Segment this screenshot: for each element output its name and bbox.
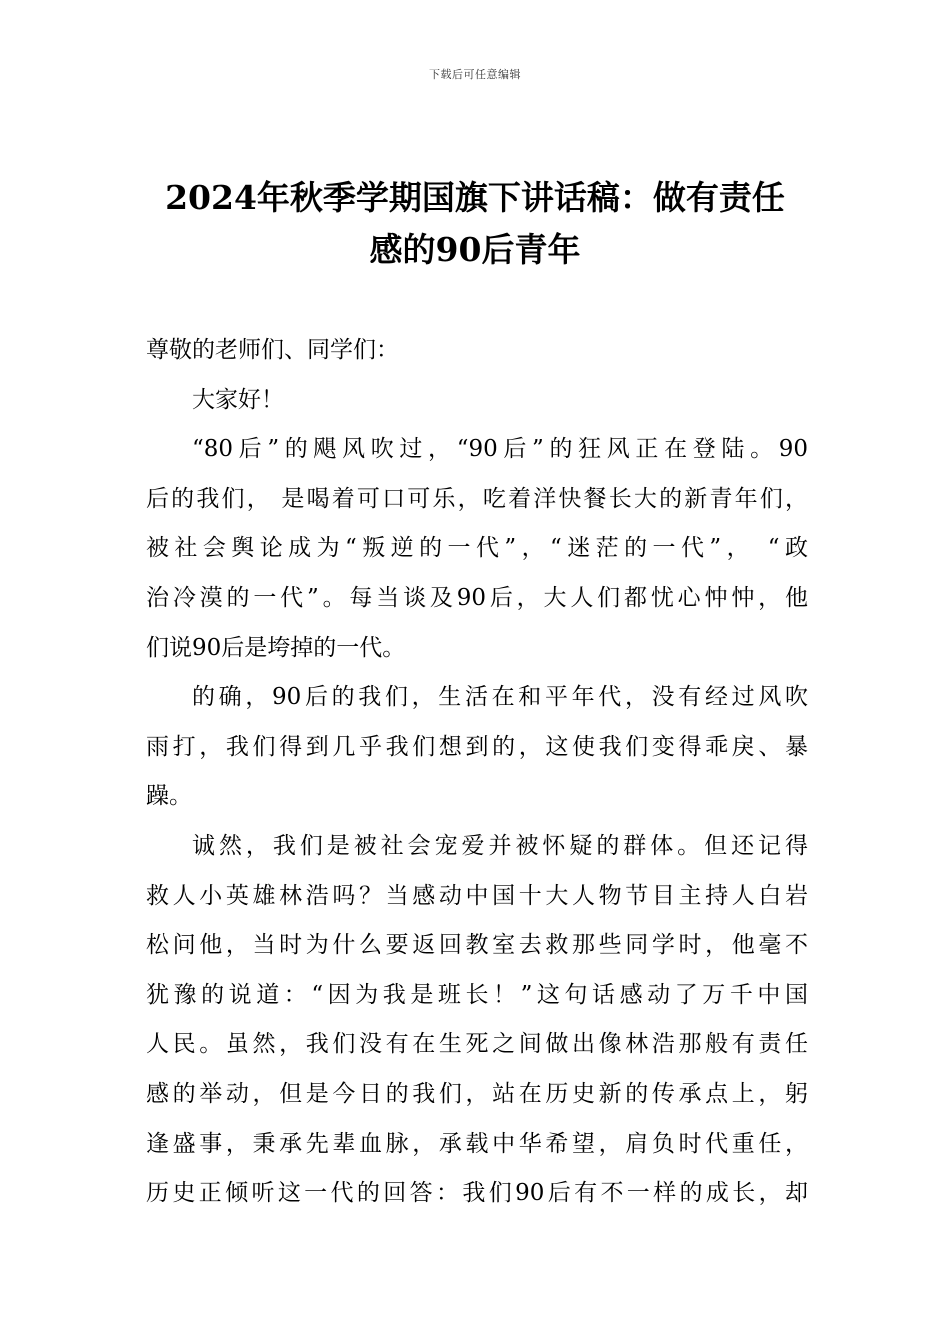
paragraph-3-line: 人民。虽然，我们没有在生死之间做出像林浩那般有责任 bbox=[146, 1031, 808, 1058]
paragraph-3-line: 历史正倾听这一代的回答：我们90后有不一样的成长，却 bbox=[146, 1180, 808, 1207]
paragraph-1-line: “80后”的飓风吹过，“90后”的狂风正在登陆。90 bbox=[192, 436, 808, 463]
paragraph-2-line: 躁。 bbox=[146, 783, 192, 810]
title-line-1: 2024年秋季学期国旗下讲话稿：做有责任 bbox=[165, 178, 785, 217]
header-note: 下载后可任意编辑 bbox=[429, 68, 521, 81]
paragraph-1-line: 被社会舆论成为“叛逆的一代”，“迷茫的一代”， “政 bbox=[146, 535, 808, 562]
paragraph-2-line: 雨打，我们得到几乎我们想到的，这使我们变得乖戾、暴 bbox=[146, 733, 808, 760]
document-title bbox=[120, 172, 830, 276]
paragraph-3-line: 救人小英雄林浩吗？当感动中国十大人物节目主持人白岩 bbox=[146, 882, 808, 909]
paragraph-3-line: 犹豫的说道：“因为我是班长！”这句话感动了万千中国 bbox=[146, 981, 808, 1008]
greeting: 大家好！ bbox=[192, 386, 284, 413]
paragraph-3-line: 诚然，我们是被社会宠爱并被怀疑的群体。但还记得 bbox=[192, 832, 808, 859]
title-line-2: 感的90后青年 bbox=[369, 230, 581, 269]
paragraph-1-line: 们说90后是垮掉的一代。 bbox=[146, 634, 406, 661]
paragraph-1-line: 后的我们， 是喝着可口可乐，吃着洋快餐长大的新青年们， bbox=[146, 485, 808, 512]
paragraph-1-line: 治冷漠的一代”。每当谈及90后，大人们都忧心忡忡，他 bbox=[146, 584, 808, 611]
paragraph-2-line: 的确，90后的我们，生活在和平年代，没有经过风吹 bbox=[192, 684, 808, 711]
salutation: 尊敬的老师们、同学们： bbox=[146, 337, 399, 363]
document-body bbox=[146, 326, 808, 1219]
paragraph-3-line: 感的举动，但是今日的我们，站在历史新的传承点上，躬 bbox=[146, 1080, 808, 1107]
paragraph-3-line: 松问他，当时为什么要返回教室去救那些同学时，他毫不 bbox=[146, 932, 808, 959]
paragraph-3-line: 逢盛事，秉承先辈血脉，承载中华希望，肩负时代重任， bbox=[146, 1130, 808, 1157]
